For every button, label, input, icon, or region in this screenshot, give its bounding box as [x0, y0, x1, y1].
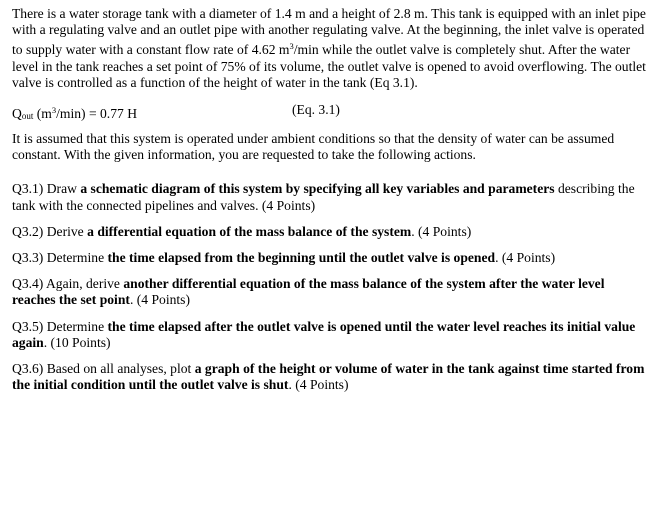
question-bold-text: a graph of the height or volume of water in the tank against time started from the initial condition until the outlet valve is shut [12, 361, 645, 393]
question-suffix: . (4 Points) [411, 223, 472, 239]
equation-label: (Eq. 3.1) [292, 102, 340, 118]
question-suffix: . (4 Points) [495, 250, 556, 266]
question-bold-text: a differential equation of the mass balance of the system [87, 223, 412, 239]
question-suffix: . (4 Points) [129, 292, 190, 308]
assumption-paragraph: It is assumed that this system is operated under ambient conditions so that the density of water can be assumed constant. With the given information, you are requested to take the following actions. [12, 131, 615, 163]
question-suffix: describing the tank with the connected pipelines and valves. (4 Points) [12, 181, 635, 213]
question-prefix: Q3.1) Draw [12, 181, 81, 197]
question-prefix: Q3.6) Based on all analyses, plot [12, 361, 195, 377]
equation-unit-open: (m [33, 106, 52, 122]
question-prefix: Q3.5) Determine [12, 318, 108, 334]
question-3-1 [12, 181, 651, 213]
equation-row [12, 101, 651, 122]
intro-paragraph [12, 6, 651, 91]
question-3-5 [12, 319, 651, 351]
question-bold-text: the time elapsed after the outlet valve is opened until the water level reaches its initial value again [12, 318, 636, 350]
question-prefix: Q3.3) Determine [12, 250, 108, 266]
equation-q-subscript: out [21, 111, 34, 122]
question-prefix: Q3.2) Derive [12, 223, 88, 239]
equation-rhs: /min) = 0.77 H [56, 106, 138, 122]
question-3-4 [12, 276, 651, 308]
intro-superscript: 3 [289, 41, 294, 52]
equation-q: Q [12, 106, 22, 122]
question-3-3 [12, 250, 651, 266]
question-bold-text: a schematic diagram of this system by specifying all key variables and parameters [80, 181, 555, 197]
question-prefix: Q3.4) Again, derive [12, 276, 124, 292]
question-bold-text: another differential equation of the mass balance of the system after the water level reaches the set point [12, 276, 605, 308]
intro-text-2: /min while the outlet valve is completely shut. After the water level in the tank reaches a set point of 75% of its volume, the outlet valve is opened to avoid overflowing. The outlet valve is controlled as a function of the height of water in the tank (Eq 3.1). [12, 42, 646, 90]
equation-unit-superscript: 3 [51, 105, 57, 116]
question-3-2 [12, 224, 651, 240]
question-suffix: . (4 Points) [288, 377, 349, 393]
question-suffix: . (10 Points) [43, 334, 111, 350]
question-3-6 [12, 361, 651, 393]
question-bold-text: the time elapsed from the beginning until the outlet valve is opened [107, 250, 496, 266]
intro-text-1: There is a water storage tank with a diameter of 1.4 m and a height of 2.8 m. This tank is equipped with an inlet pipe with a regulating valve and an outlet pipe with another regulating valve. At the beginning, the inlet valve is operated to supply water with a constant flow rate of 4.62 m [12, 6, 646, 58]
equation-expression [12, 101, 137, 125]
